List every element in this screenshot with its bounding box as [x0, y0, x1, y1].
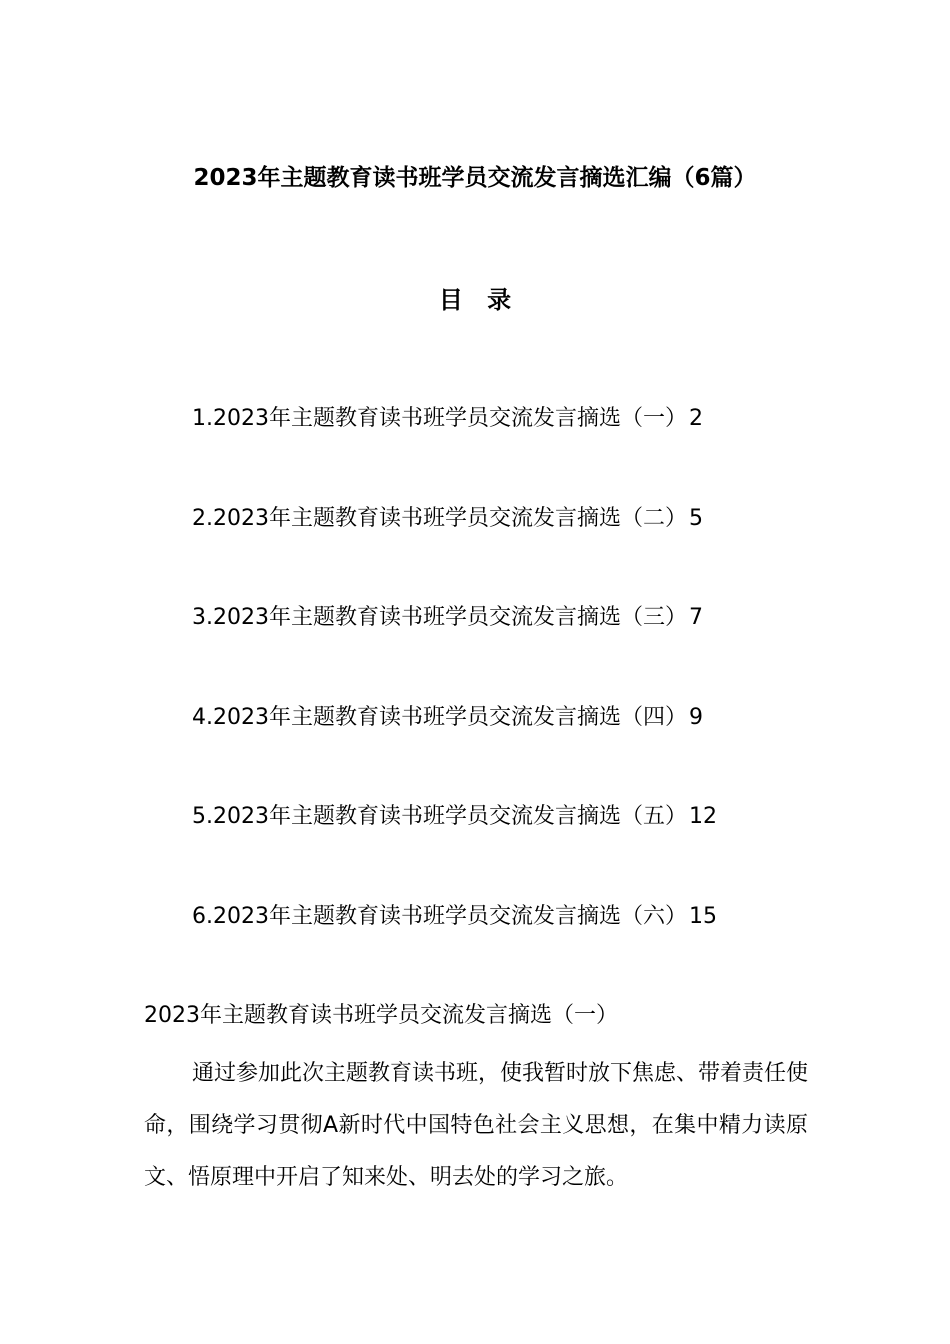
toc-entry-label: 6.2023年主题教育读书班学员交流发言摘选（六） [192, 903, 687, 929]
toc-entry-label: 1.2023年主题教育读书班学员交流发言摘选（一） [192, 406, 687, 431]
section-title: 2023年主题教育读书班学员交流发言摘选（一） [144, 1003, 618, 1028]
document-title: 2023年主题教育读书班学员交流发言摘选汇编（6篇） [193, 165, 757, 191]
toc-entry-3[interactable] [192, 601, 717, 701]
toc-entry-label: 2.2023年主题教育读书班学员交流发言摘选（二） [192, 505, 687, 531]
toc-entry-page: 9 [688, 704, 703, 730]
table-of-contents [192, 402, 717, 999]
toc-entry-page: 2 [688, 406, 703, 431]
body-paragraph: 通过参加此次主题教育读书班，使我暂时放下焦虑、带着责任使命，围绕学习贯彻A新时代中国特色社会主义思想，在集中精力读原文、悟原理中开启了知来处、明去处的学习之旅。 [144, 1061, 809, 1190]
toc-entry-6[interactable] [192, 900, 717, 1000]
toc-entry-label: 3.2023年主题教育读书班学员交流发言摘选（三） [192, 605, 687, 630]
toc-heading: 目 录 [438, 286, 520, 314]
toc-entry-page: 12 [688, 804, 717, 829]
toc-entry-page: 7 [688, 605, 703, 630]
toc-entry-label: 4.2023年主题教育读书班学员交流发言摘选（四） [192, 704, 687, 730]
toc-entry-5[interactable] [192, 800, 717, 900]
toc-entry-2[interactable] [192, 502, 717, 602]
toc-entry-label: 5.2023年主题教育读书班学员交流发言摘选（五） [192, 804, 687, 829]
toc-entry-page: 5 [688, 505, 703, 531]
toc-entry-4[interactable] [192, 701, 717, 801]
toc-entry-page: 15 [688, 903, 717, 929]
toc-entry-1[interactable] [192, 402, 717, 502]
